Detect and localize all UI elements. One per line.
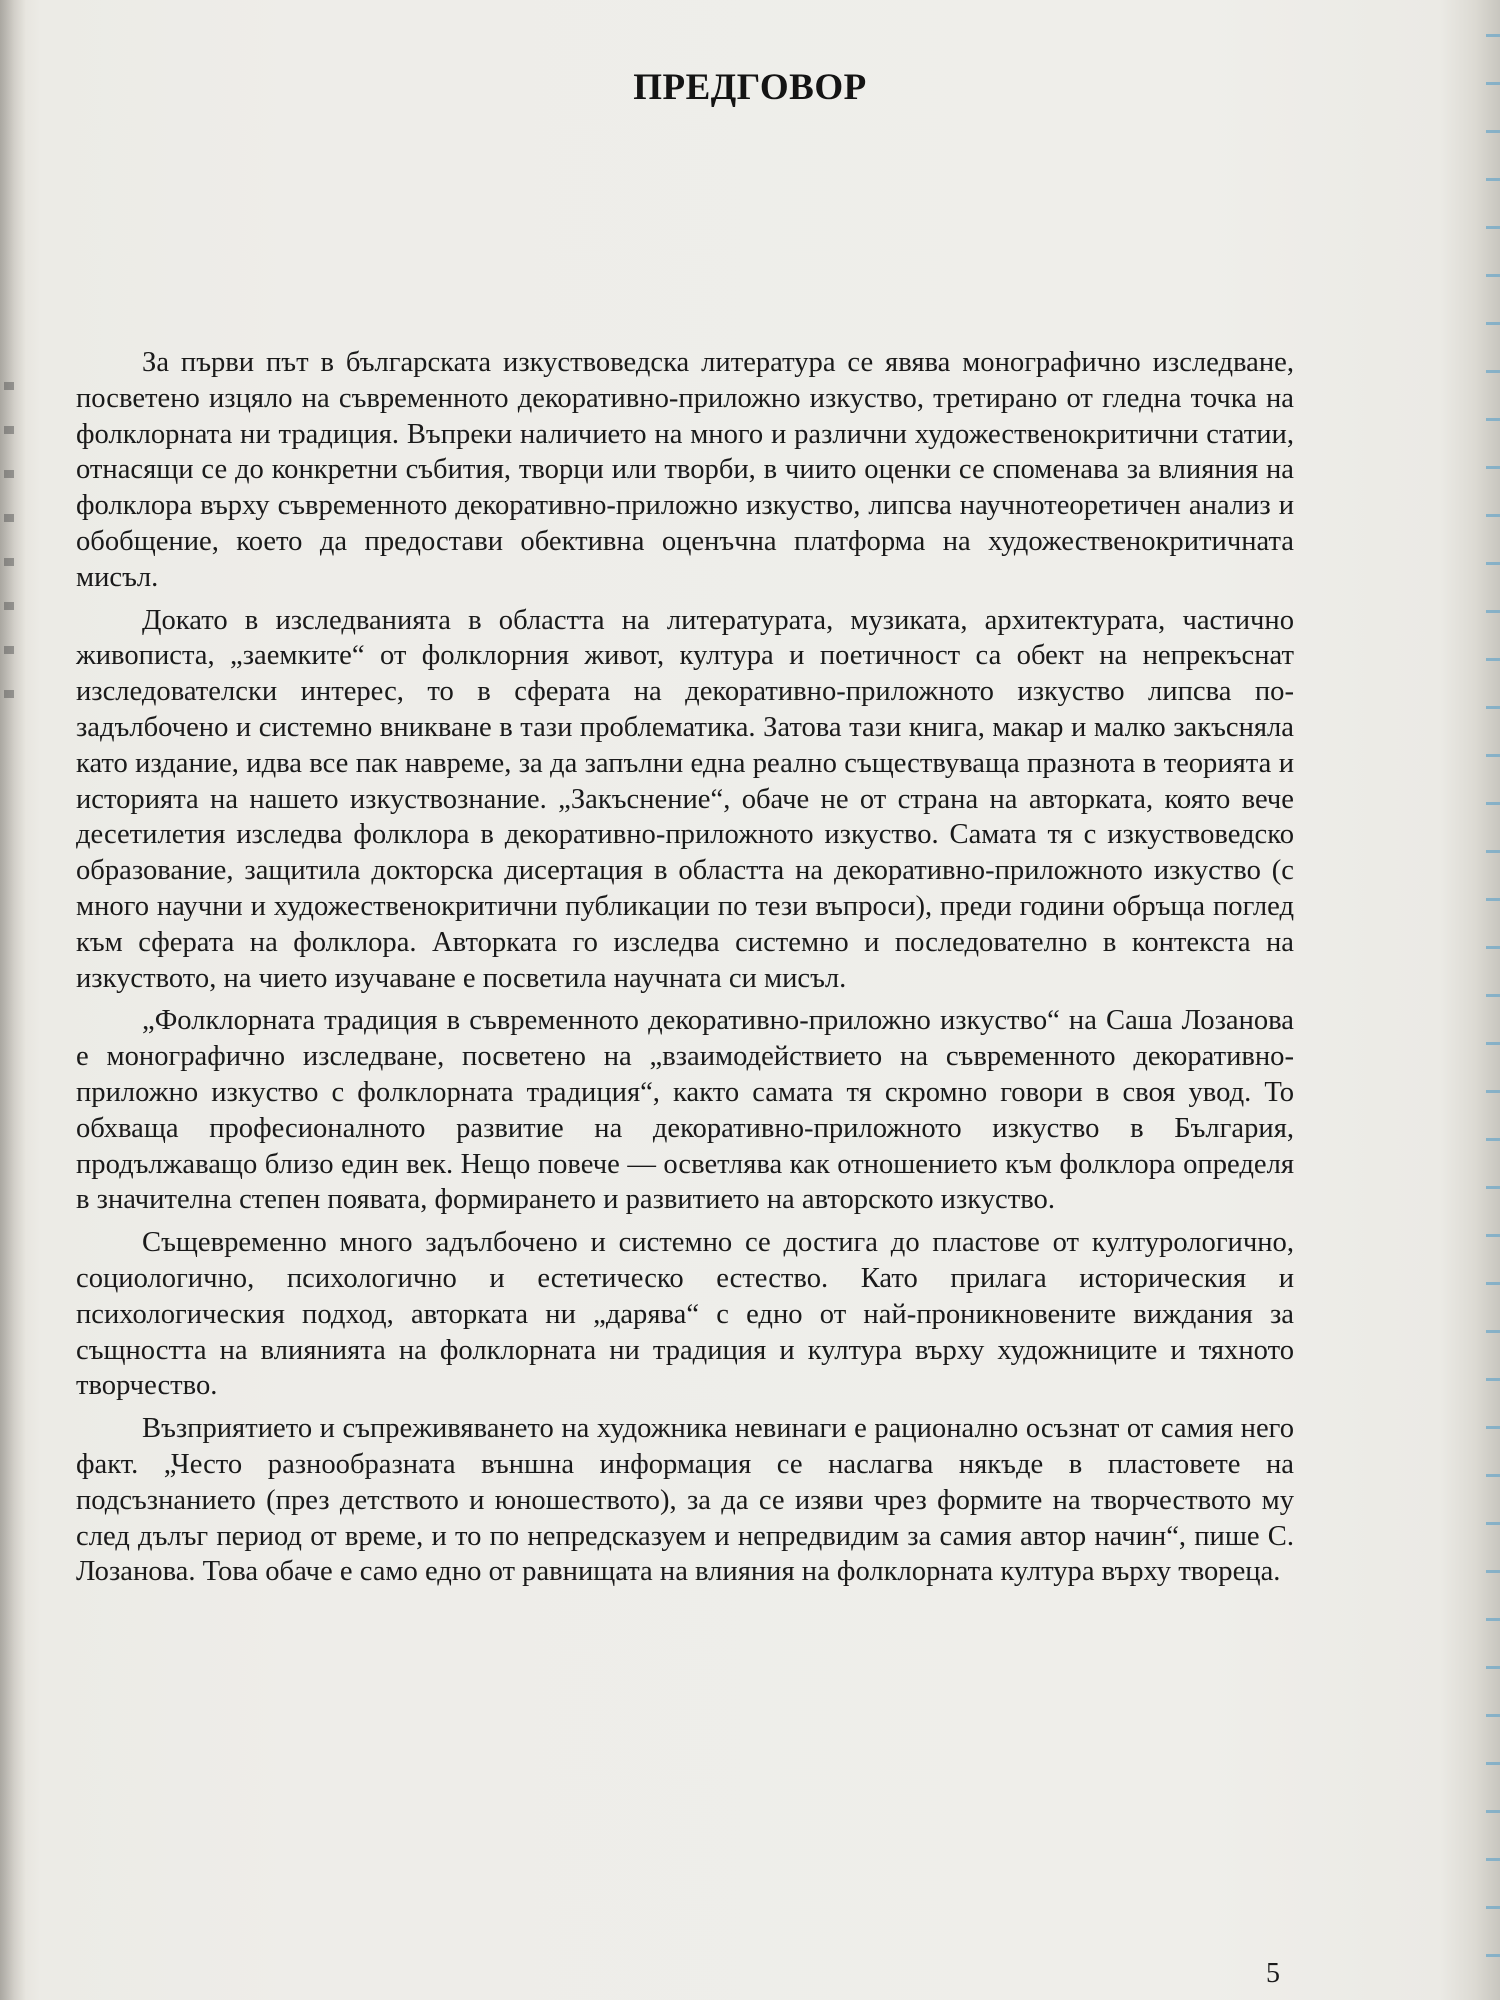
paragraph-2: Докато в изследванията в областта на литературата, музиката, архитектурата, частично живописта, „заемките“ от фолклорния живот, култура и поетичност са обект на непрекъснат изследователски интерес, то в сферата на декоративно-приложното изкуство липсва по-задълбочено и системно вникване в тази проблематика. Затова тази книга, макар и малко закъсняла като издание, идва все пак навреме, за да запълни една реално съществуваща празнота в теорията и историята на нашето изкуствознание. „Закъснение“, обаче не от страна на авторката, която вече десетилетия изследва фолклора в декоративно-приложното изкуство. Самата тя с изкуствоведско образование, защитила докторска дисертация в областта на декоративно-приложното изкуство (с много научни и художественокритични публикации по тези въпроси), преди години обръща поглед към сферата на фолклора. Авторката го изследва системно и последователно в контекста на изкуството, на чието изучаване е посветила научната си мисъл. — [76, 604, 1294, 994]
paragraph-3: „Фолклорната традиция в съвременното декоративно-приложно изкуство“ на Саша Лозанова е монографично изследване, посветено на „взаимодействието на съвременното декоративно-приложно изкуство с фолклорната традиция“, както самата тя скромно говори в своя увод. То обхваща професионалното развитие на декоративно-приложното изкуство в България, продължаващо близо един век. Нещо повече — осветлява как отношението към фолклора определя в значителна степен появата, формирането и развитието на авторското изкуство. — [76, 1005, 1294, 1216]
gutter-shadow — [0, 0, 26, 2000]
body-text — [76, 345, 1294, 1597]
paragraph-5: Възприятието и съпреживяването на художника невинаги е рационално осъзнат от самия него факт. „Често разнообразната външна информация се наслагва някъде в пластовете на подсъзнанието (през детството и юношеството), за да се изяви чрез формите на творчеството му след дълъг период от време, и то по непредсказуем и непредвидим за самия автор начин“, пише С. Лозанова. Това обаче е само едно от равнищата на влияния на фолклорната култура върху твореца. — [76, 1413, 1294, 1588]
page-title: ПРЕДГОВОР — [633, 67, 867, 108]
paragraph-4: Същевременно много задълбочено и системно се достига до пластове от културологично, социологично, психологично и естетическо естество. Като прилага историческия и психологическия подход, авторката ни „дарява“ с едно от най-проникновените виждания за същността на влиянията на фолклорната ни традиция и култура върху художниците и тяхното творчество. — [76, 1227, 1294, 1402]
facing-page-edge — [4, 360, 14, 700]
page-edge-marks — [1486, 0, 1500, 2000]
page-number: 5 — [1266, 1958, 1280, 1989]
paragraph-1: За първи път в българската изкуствоведска литература се явява монографично изследване, посветено изцяло на съвременното декоративно-приложно изкуство, третирано от гледна точка на фолклорната ни традиция. Въпреки наличието на много и различни художественокритични статии, отнасящи се до конкретни събития, творци или творби, в чиито оценки се споменава за влияния на фолклора върху съвременното декоративно-приложно изкуство, липсва научнотеоретичен анализ и обобщение, което да предостави обективна оценъчна платформа на художественокритичната мисъл. — [76, 347, 1294, 593]
